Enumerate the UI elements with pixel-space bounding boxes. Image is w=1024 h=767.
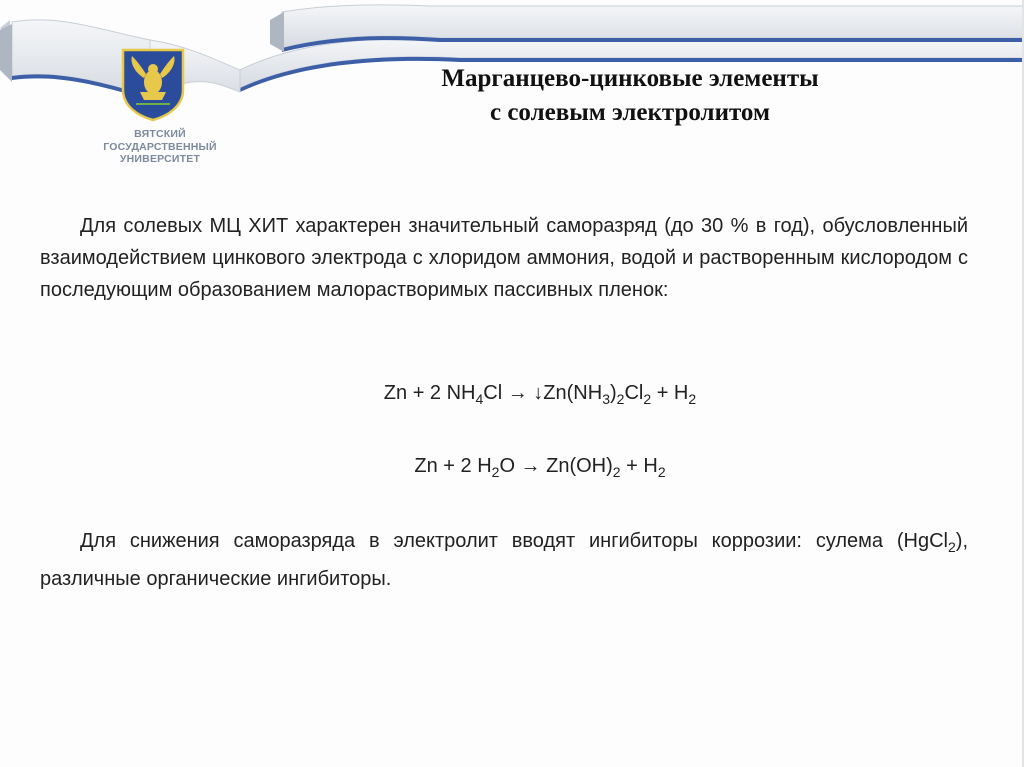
university-name: [92, 128, 228, 166]
eq1-sub-3: 2: [616, 391, 625, 407]
paragraph-self-discharge: Для солевых МЦ ХИТ характерен значительный саморазряд (до 30 % в год), обусловленный взаимодействием цинкового электрода с хлоридом аммония, водой и растворенным кислородом с последующим образованием малорастворимых пассивных пленок:: [40, 215, 968, 301]
slide-title-line2: с солевым электролитом: [489, 99, 770, 126]
paragraph2-part-b: ), различные органические ингибиторы.: [40, 530, 968, 590]
eq1-sub-1: 4: [475, 391, 484, 407]
eq1-part-c: ): [609, 382, 617, 404]
eq1-sub-2: 3: [602, 391, 610, 407]
eq1-part-d: Cl: [624, 382, 644, 404]
university-logo: [92, 48, 232, 176]
eq1-part-a: Zn + 2 NH: [383, 382, 476, 404]
equation-2: [40, 455, 1024, 480]
eq2-part-a: Zn + 2 H: [414, 455, 492, 477]
eq1-sub-5: 2: [688, 391, 697, 407]
eq1-sub-4: 2: [643, 391, 652, 407]
paragraph2-part-a: Для снижения саморазряда в электролит вводят ингибиторы коррозии: сулема (HgCl: [80, 530, 948, 552]
crest-icon: [120, 48, 186, 122]
equation-1: [40, 382, 1024, 407]
university-name-line1: ВЯТСКИЙ: [134, 128, 186, 140]
university-name-line2: ГОСУДАРСТВЕННЫЙ: [103, 140, 217, 153]
university-name-line3: УНИВЕРСИТЕТ: [119, 153, 201, 165]
eq2-part-c: + H: [620, 455, 658, 477]
paragraph2-sub: 2: [947, 539, 956, 555]
eq1-part-e: + H: [651, 382, 689, 404]
slide-title-line1: Марганцево-цинковые элементы: [441, 65, 819, 92]
eq2-sub-3: 2: [657, 464, 666, 480]
paragraph-inhibitors: [40, 525, 968, 595]
eq2-part-b: O → Zn(OH): [499, 455, 613, 477]
slide-title: [330, 62, 930, 130]
eq1-part-b: Cl → ↓Zn(NH: [483, 382, 603, 404]
eq2-sub-2: 2: [612, 464, 621, 480]
eq2-sub-1: 2: [491, 464, 500, 480]
